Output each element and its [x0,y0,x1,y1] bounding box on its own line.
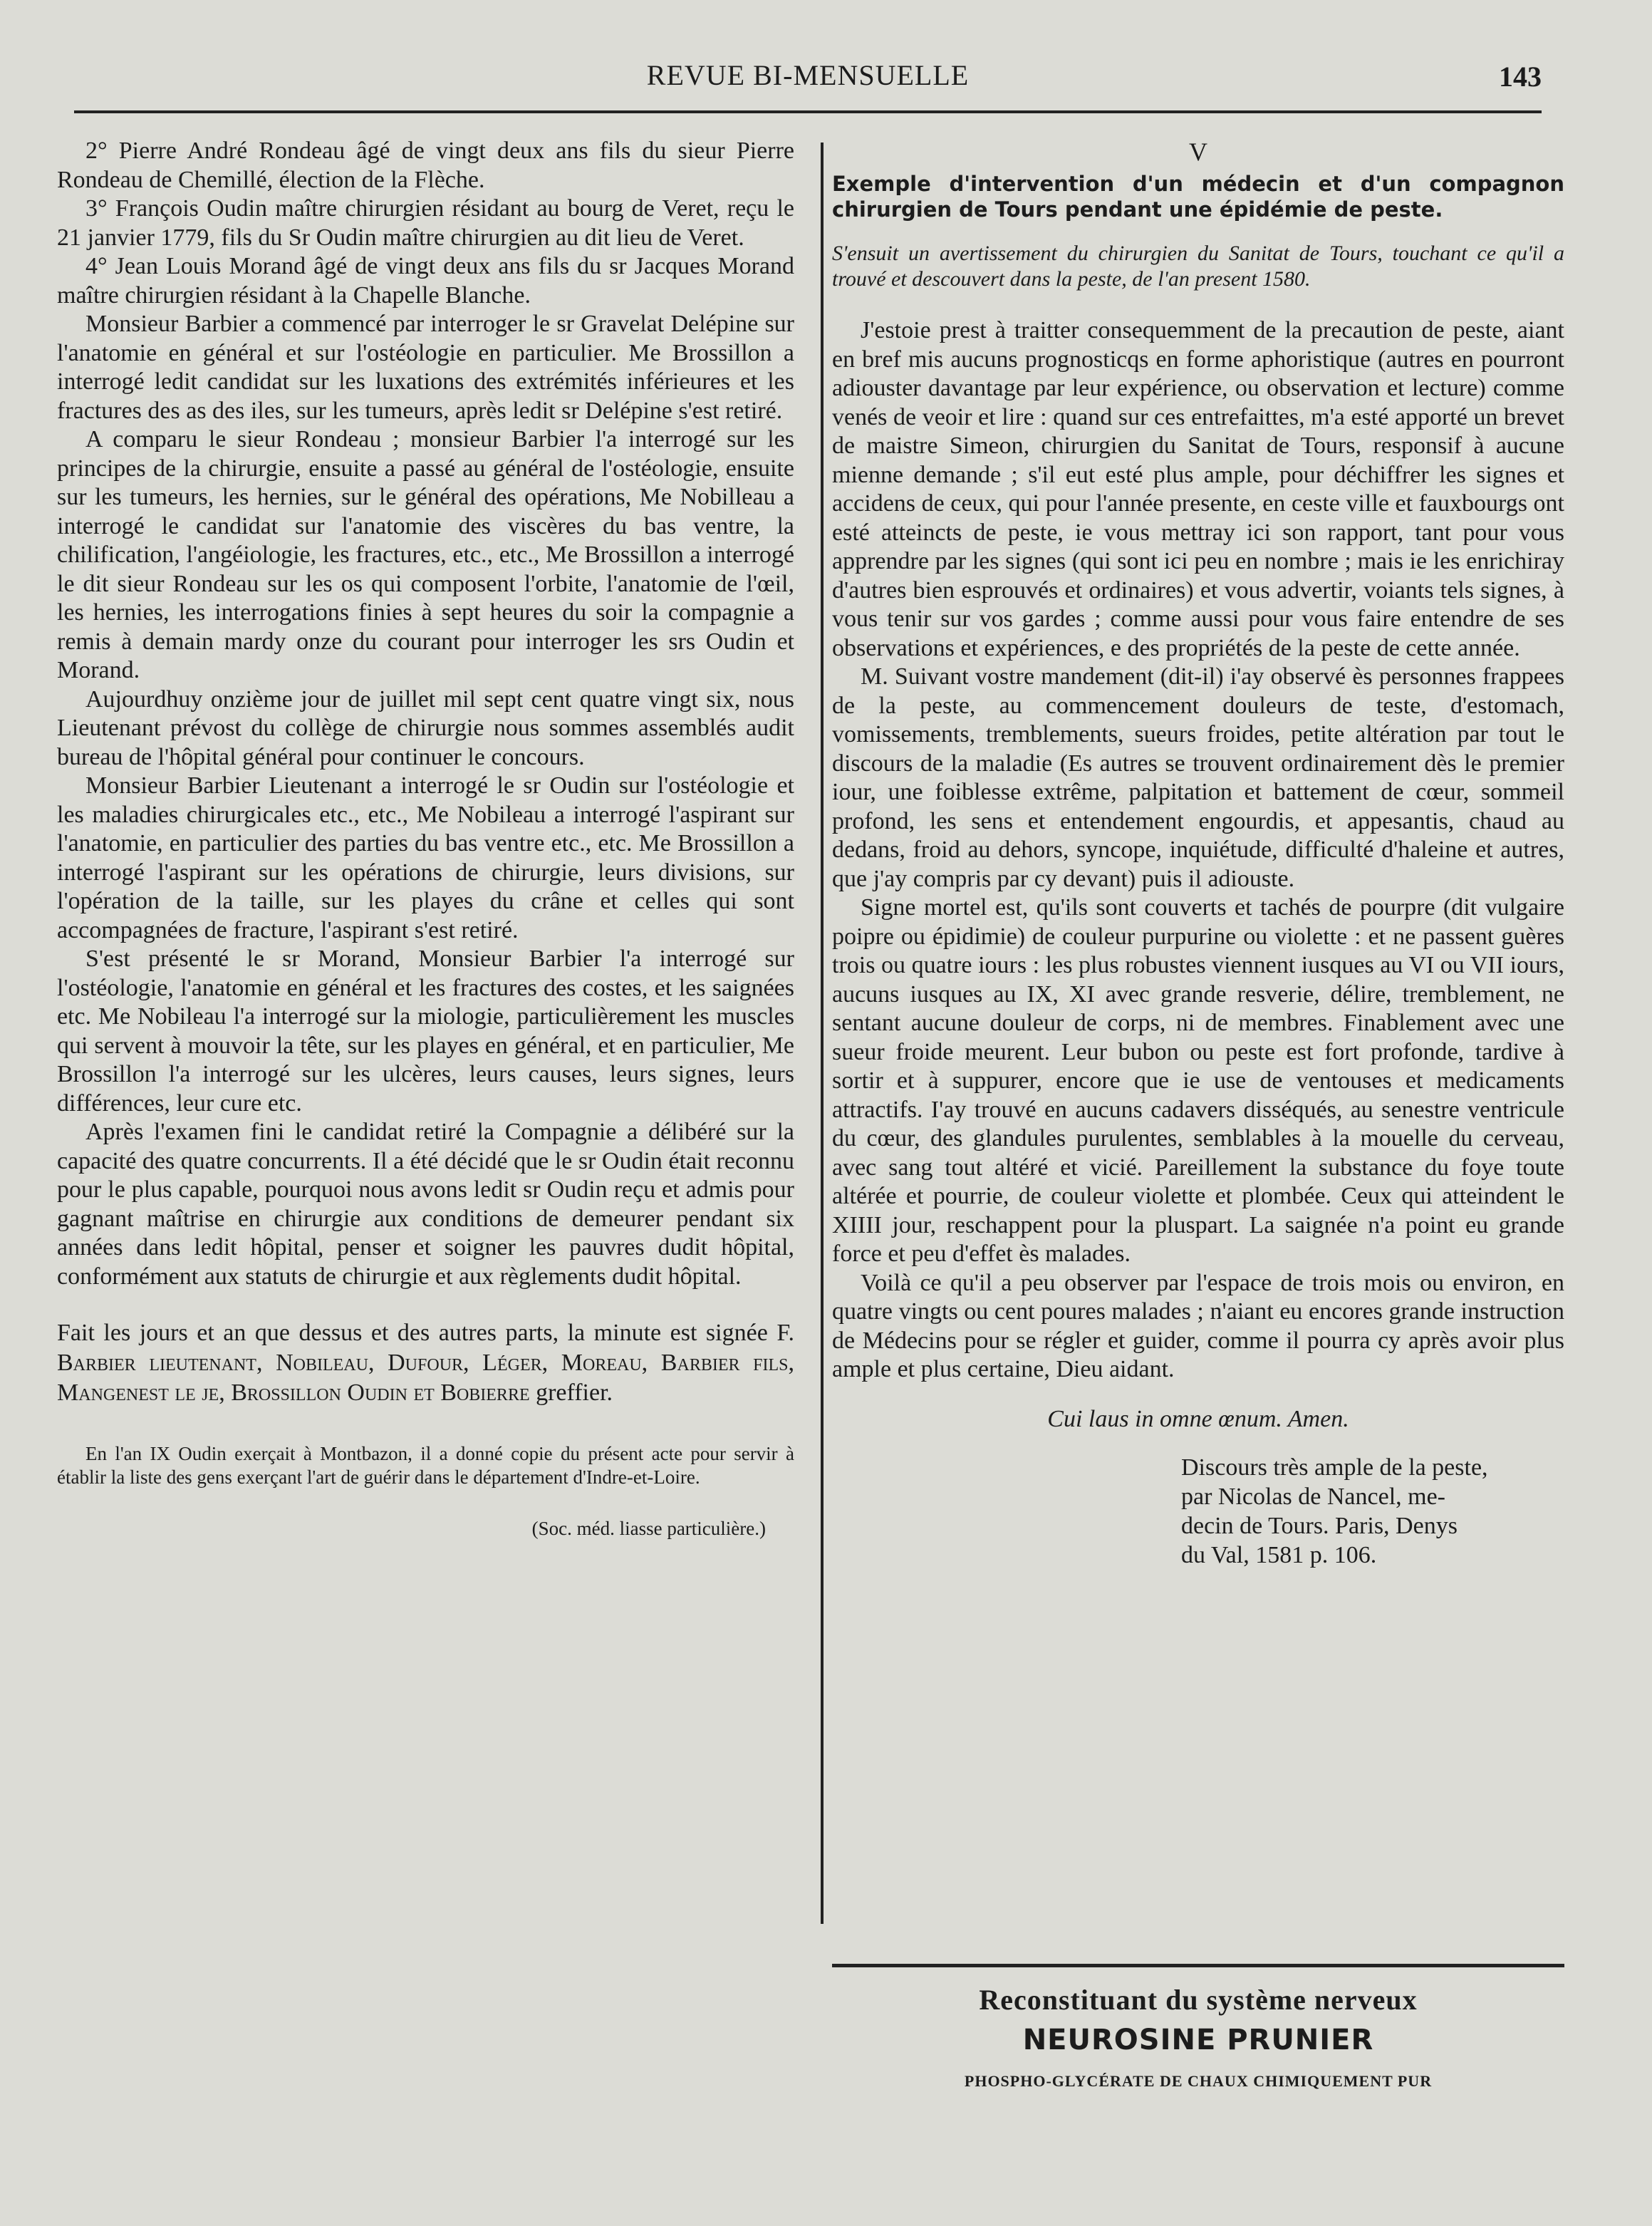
paragraph: M. Suivant vostre mandement (dit-il) i'ay observé ès personnes frappees de la peste, au commencement douleurs de teste, d'estomach, vomissements, tremblements, sueurs froides, petite altération par tout le discours de la maladie (Es autres se trouvent ordinairement dès le premier iour, une foiblesse extrême, palpitation et battement de cœur, sommeil profond, les sens et entendement engourdis, et appesantis, chaud au dedans, froid au dehors, syncope, inquiétude, difficulté d'haleine et autres, que j'ay compris par cy devant) puis il adiouste. [832,663,1564,892]
paragraph: 4° Jean Louis Morand âgé de vingt deux ans fils du sr Jacques Morand maître chirurgien résidant à la Chapelle Blanche. [57,253,794,309]
left-column [57,137,794,1540]
running-title: REVUE BI-MENSUELLE [646,59,970,91]
bibliographic-citation [1181,1453,1564,1570]
section-number: V [1189,138,1207,166]
section-title: Exemple d'intervention d'un médecin et d'un compagnon chirurgien de Tours pendant une épidémie de peste. [832,172,1564,222]
right-column [832,137,1564,1570]
citation-line: Discours très ample de la peste, [1181,1454,1488,1481]
signature-paragraph [57,1318,794,1408]
page-header [74,58,1542,101]
footnote: En l'an IX Oudin exerçait à Montbazon, il a donné copie du présent acte pour servir à établir la liste des gens exerçant l'art de guérir dans le département d'Indre-et-Loire. [57,1443,794,1488]
header-rule [74,110,1542,113]
ad-brand: NEUROSINE PRUNIER [1022,2024,1374,2056]
advertisement [832,1964,1564,2091]
paragraph: Monsieur Barbier a commencé par interroger le sr Gravelat Delépine sur l'anatomie en général et sur l'ostéologie en particulier. Me Brossillon a interrogé ledit candidat sur les luxations des extrémités inférieures et les fractures des as des iles, sur les tumeurs, après ledit sr Delépine s'est retiré. [57,311,794,424]
paragraph: J'estoie prest à traitter consequemment de la precaution de peste, aiant en bref mis aucuns prognosticqs en forme aphoristique (autres en pourront adiouster davantage par leur expérience, ou observation et lecture) comme venés de veoir et lire : quand sur ces entrefaittes, m'a esté apporté un brevet de maistre Simeon, chirurgien du Sanitat de Tours, responsif à aucune mienne demande ; s'il eut esté plus ample, pour déchiffrer les signes et accidens de ceux, qui pour l'année presente, en ceste ville et fauxbourgs ont esté atteincts de peste, ie vous mettray ici son rapport, tant pour vous apprendre par les signes (qui sont ici peu en nombre ; mais ie les enrichiray d'autres bien esprouvés et ordinaires) et vous advertir, voiants tels signes, à vous tenir sur vos gardes ; comme aussi pour vous faire entendre de ses observations et expériences, e des propriétés de la peste de cette année. [832,317,1564,661]
section-subtitle: S'ensuit un avertissement du chirurgien du Sanitat de Tours, touchant ce qu'il a trouvé et descouvert dans la peste, de l'an present 1580. [832,242,1564,291]
page-number: 143 [1499,61,1542,93]
citation-line: decin de Tours. Paris, Denys [1181,1512,1458,1539]
paragraph: 2° Pierre André Rondeau âgé de vingt deux ans fils du sieur Pierre Rondeau de Chemillé, élection de la Flèche. [57,138,794,193]
ad-tagline: PHOSPHO-GLYCÉRATE DE CHAUX CHIMIQUEMENT PUR [964,2072,1433,2090]
citation-line: du Val, 1581 p. 106. [1181,1541,1377,1568]
column-divider [821,143,824,1924]
epigraph: Cui laus in omne œnum. Amen. [1047,1405,1349,1432]
ad-headline: Reconstituant du système nerveux [979,1984,1418,2016]
paragraph: Signe mortel est, qu'ils sont couverts et tachés de pourpre (dit vulgaire poipre ou épidimie) de couleur purpurine ou violette : et ne passent guères trois ou quatre iours : les plus robustes viennent iusques au VI ou VII iours, aucuns iusques au IX, XI avec grande resverie, délire, tremblement, ne sentant aucune douleur de corps, ni de membres. Finablement avec une sueur froide meurent. Leur bubon ou peste est fort profonde, tardive à sortir et à suppurer, encore que ie use de ventouses et medicaments attractifs. I'ay trouvé en aucuns cadavers disséqués, au senestre ventricule du cœur, des glandules purulentes, semblables à la mouelle du cerveau, avec sang tout altéré et vicié. Pareillement la substance du foye toute altérée et pourrie, de couleur violette et plombée. Ceux qui atteindent le XIIII jour, reschappent pour la pluspart. La saignée n'a point eu grande force et peu d'effet ès malades. [832,894,1564,1267]
closing-intro: Fait les jours et an que dessus et des autres parts, la minute est signée F. [57,1320,794,1346]
source-reference: (Soc. méd. liasse particulière.) [531,1518,766,1539]
closing-end: greffier. [536,1379,613,1406]
paragraph: Après l'examen fini le candidat retiré la Compagnie a délibéré sur la capacité des quatre concurrents. Il a été décidé que le sr Oudin était reconnu pour le plus capable, pourquoi nous avons ledit sr Oudin reçu et admis pour gagnant maîtrise en chirurgie aux conditions de demeurer pendant six années dans ledit hôpital, penser et soigner les pauvres dudit hôpital, conformément aux statuts de chirurgie et aux règlements dudit hôpital. [57,1119,794,1290]
paragraph: Monsieur Barbier Lieutenant a interrogé le sr Oudin sur l'ostéologie et les maladies chirurgicales etc., etc., Me Nobileau a interrogé l'aspirant sur l'anatomie, en particulier des parties du bas ventre etc., etc. Me Brossillon a interrogé l'aspirant sur les opérations de chirurgie, leurs divisions, sur l'opération de la taille, sur les playes du crâne et celles qui sont accompagnées de fracture, l'aspirant s'est retiré. [57,772,794,943]
paragraph: A comparu le sieur Rondeau ; monsieur Barbier l'a interrogé sur les principes de la chirurgie, ensuite a passé au général de l'ostéologie, ensuite sur les tumeurs, les hernies, sur le général des opérations, Me Nobilleau a interrogé le candidat sur l'anatomie des viscères du bas ventre, la chilification, l'angéiologie, les fractures, etc., etc., Me Brossillon a interrogé le dit sieur Rondeau sur les os qui composent l'orbite, l'anatomie de l'œil, les hernies, les interrogations finies à sept heures du soir la compagnie a remis à demain mardy onze du courant pour interroger les srs Oudin et Morand. [57,426,794,683]
signatory-names: Barbier lieutenant, Nobileau, Dufour, Léger, Moreau, Barbier fils, Mangenest le je, Brossillon Oudin et Bobierre [57,1350,794,1406]
paragraph: S'est présenté le sr Morand, Monsieur Barbier l'a interrogé sur l'ostéologie, l'anatomie en général et les fractures des costes, et les saignées etc. Me Nobileau l'a interrogé sur la miologie, particulièrement les muscles qui servent à mouvoir la tête, sur les playes en général, et en particulier, Me Brossillon l'a interrogé sur les ulcères, leurs causes, leurs signes, leurs différences, leur cure etc. [57,946,794,1117]
paragraph: 3° François Oudin maître chirurgien résidant au bourg de Veret, reçu le 21 janvier 1779, fils du Sr Oudin maître chirurgien au dit lieu de Veret. [57,195,794,251]
citation-line: par Nicolas de Nancel, me- [1181,1483,1445,1510]
paragraph: Voilà ce qu'il a peu observer par l'espace de trois mois ou environ, en quatre vingts ou cent poures malades ; n'aiant eu encores grande instruction de Médecins pour se régler et guider, comme il pourra cy après avoir plus ample et plus certaine, Dieu aidant. [832,1269,1564,1382]
paragraph: Aujourdhuy onzième jour de juillet mil sept cent quatre vingt six, nous Lieutenant prévost du collège de chirurgie nous sommes assemblés audit bureau de l'hôpital général pour continuer le concours. [57,685,794,770]
